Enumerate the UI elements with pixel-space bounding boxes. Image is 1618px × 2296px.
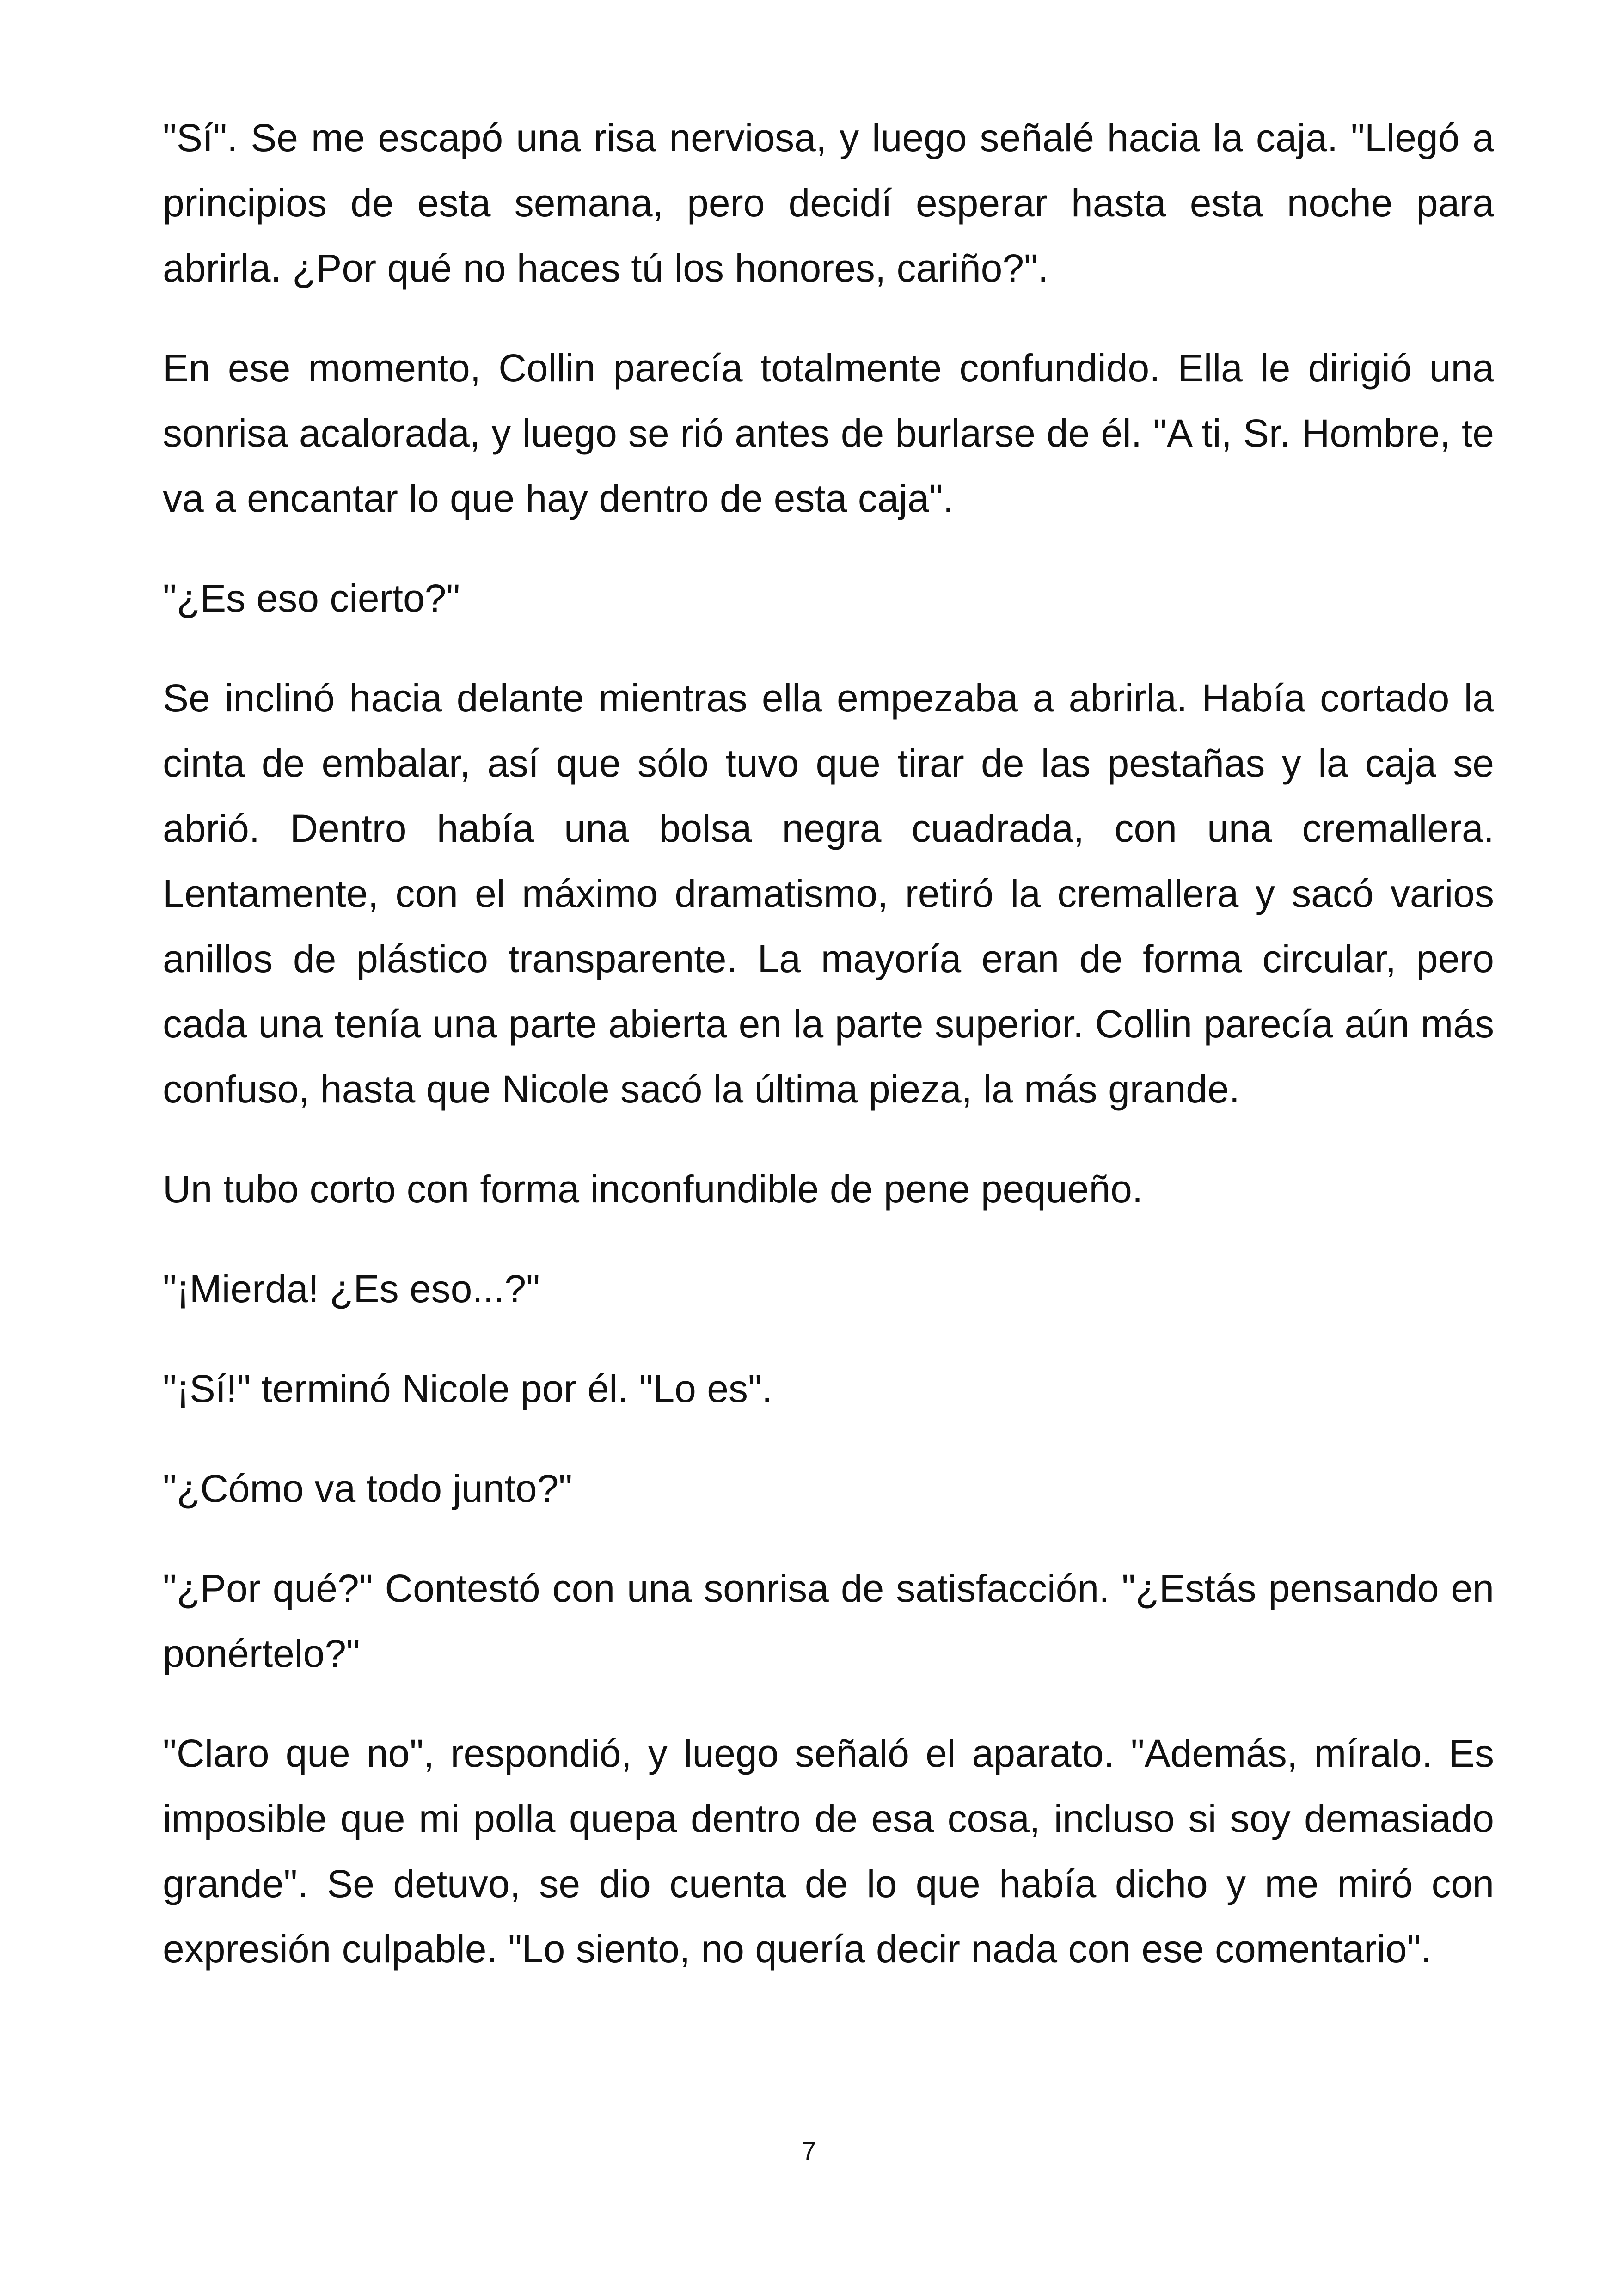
paragraph-2: En ese momento, Collin parecía totalmente confundido. Ella le dirigió una sonrisa acalorada, y luego se rió antes de burlarse de él. "A ti, Sr. Hombre, te va a encantar lo que hay dentro de esta caja".: [163, 346, 1494, 520]
paragraph-7: "¡Sí!" terminó Nicole por él. "Lo es".: [163, 1367, 773, 1410]
paragraph-4: Se inclinó hacia delante mientras ella empezaba a abrirla. Había cortado la cinta de embalar, así que sólo tuvo que tirar de las pestañas y la caja se abrió. Dentro había una bolsa negra cuadrada, con una cremallera. Lentamente, con el máximo dramatismo, retiró la cremallera y sacó varios anillos de plástico transparente. La mayoría eran de forma circular, pero cada una tenía una parte abierta en la parte superior. Collin parecía aún más confuso, hasta que Nicole sacó la última pieza, la más grande.: [163, 676, 1494, 1111]
paragraph-9: "¿Por qué?" Contestó con una sonrisa de satisfacción. "¿Estás pensando en ponértelo?": [163, 1567, 1494, 1675]
paragraph-5: Un tubo corto con forma inconfundible de pene pequeño.: [163, 1167, 1143, 1211]
body-text: [163, 105, 1494, 2016]
paragraph-3: "¿Es eso cierto?": [163, 576, 460, 620]
paragraph-10: "Claro que no", respondió, y luego señaló el aparato. "Además, míralo. Es imposible que mi polla quepa dentro de esa cosa, incluso si soy demasiado grande". Se detuvo, se dio cuenta de lo que había dicho y me miró con expresión culpable. "Lo siento, no quería decir nada con ese comentario".: [163, 1732, 1494, 1971]
paragraph-6: "¡Mierda! ¿Es eso...?": [163, 1267, 540, 1310]
paragraph-1: "Sí". Se me escapó una risa nerviosa, y luego señalé hacia la caja. "Llegó a principios de esta semana, pero decidí esperar hasta esta noche para abrirla. ¿Por qué no haces tú los honores, cariño?".: [163, 116, 1494, 290]
paragraph-8: "¿Cómo va todo junto?": [163, 1467, 573, 1510]
page-number: 7: [802, 2136, 816, 2165]
